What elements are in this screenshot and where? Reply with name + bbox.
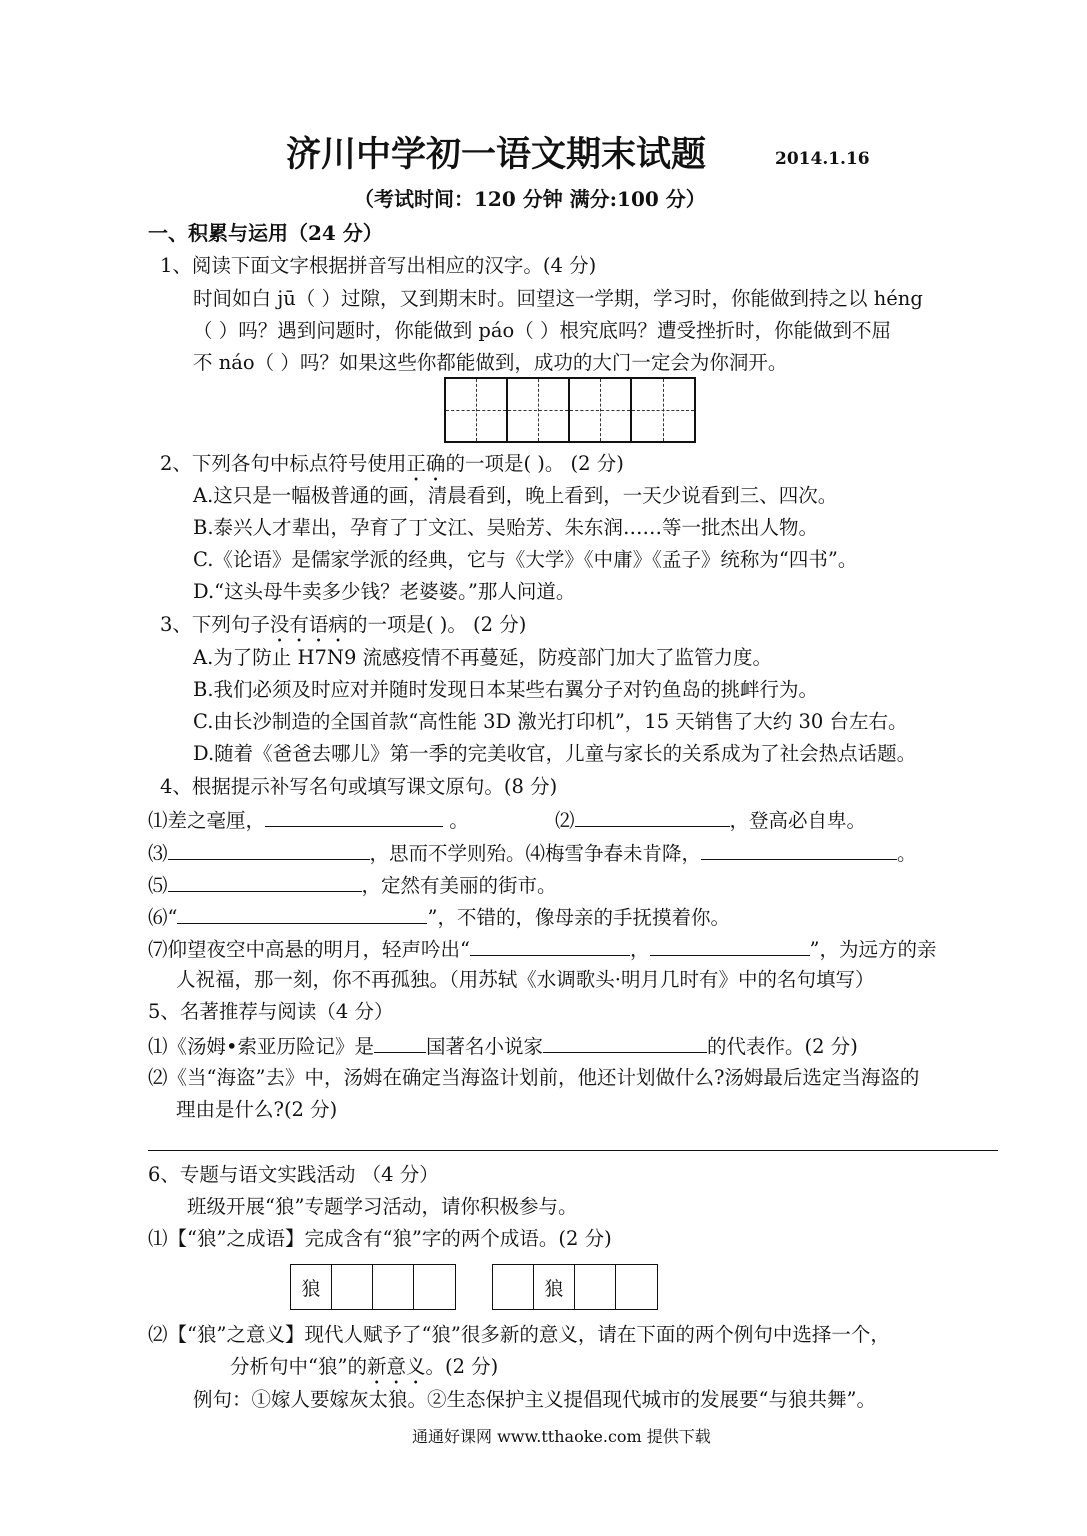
q3-option-c: C.由长沙制造的全国首款“高性能 3D 激光打印机”，15 天销售了大约 30 台左右。 [193,710,908,733]
q6-stem: 6、专题与语文实践活动 （4 分） [148,1163,439,1186]
idiom-box[interactable] [373,1265,414,1309]
exam-subtitle: （考试时间：120 分钟 满分:100 分） [354,187,706,211]
q5-line1: ⑴《汤姆•索亚历险记》是 国著名小说家 的代表作。(2 分) [148,1032,858,1060]
answer-blank[interactable] [470,935,630,956]
emphasis-dotted: 没有语病 [269,613,348,636]
grid-cell[interactable] [508,379,570,441]
answer-blank[interactable] [168,871,362,892]
q4-line6: 人祝福，那一刻，你不再孤独。（用苏轼《水调歌头·明月几时有》中的名句填写） [176,968,875,991]
q3-option-b: B.我们必须及时应对并随时发现日本某些右翼分子对钓鱼岛的挑衅行为。 [193,678,819,701]
section-heading: 一、积累与运用（24 分） [148,221,383,245]
answer-blank[interactable] [701,839,897,860]
answer-line[interactable] [148,1150,998,1151]
q2-option-d: D.“这头母牛卖多少钱？老婆婆。”那人问道。 [193,580,576,603]
page-title: 济川中学初一语文期末试题 [286,134,707,175]
q1-line1: 时间如白 jū（ ）过隙，又到期末时。回望这一学期，学习时，你能做到持之以 héng [193,287,923,310]
q4-line1b: ⑵ ，登高必自卑。 [555,806,866,834]
grid-cell[interactable] [632,379,694,441]
answer-blank[interactable] [168,839,370,860]
q6-example: 例句：①嫁人要嫁灰太狼。②生态保护主义提倡现代城市的发展要“与狼共舞”。 [193,1388,876,1411]
q4-stem: 4、根据提示补写名句或填写课文原句。(8 分) [160,775,558,798]
idiom-box[interactable] [493,1265,534,1309]
q1-line3: 不 náo（ ）吗？如果这些你都能做到，成功的大门一定会为你洞开。 [193,351,788,374]
q3-option-a: A.为了防止 H7N9 流感疫情不再蔓延，防疫部门加大了监管力度。 [193,646,773,669]
q2-option-c: C.《论语》是儒家学派的经典，它与《大学》《中庸》《孟子》统称为“四书”。 [193,548,858,571]
answer-blank[interactable] [650,935,810,956]
idiom-box[interactable] [616,1265,657,1309]
answer-grid[interactable] [444,377,696,443]
q5-line3: 理由是什么?(2 分) [176,1098,338,1121]
grid-cell[interactable] [446,379,508,441]
q5-stem: 5、名著推荐与阅读（4 分） [148,1000,394,1023]
emphasis-dotted: 新意义 [366,1355,426,1378]
page-footer: 通通好课网 www.tthaoke.com 提供下载 [412,1427,711,1446]
q3-stem: 3、下列句子没有语病的一项是( )。 (2 分) [160,613,527,636]
q3-option-d: D.随着《爸爸去哪儿》第一季的完美收官，儿童与家长的关系成为了社会热点话题。 [193,742,917,765]
emphasis-dotted: 正确 [406,452,446,475]
q2-stem: 2、下列各句中标点符号使用正确的一项是( )。 (2 分) [160,452,624,475]
answer-blank[interactable] [177,903,427,924]
idiom-box[interactable] [414,1265,455,1309]
idiom-boxes-2 [492,1264,658,1310]
idiom-box[interactable] [332,1265,373,1309]
grid-cell[interactable] [570,379,632,441]
exam-date: 2014.1.16 [775,149,870,169]
idiom-boxes-1 [290,1264,456,1310]
answer-blank[interactable] [543,1032,707,1053]
answer-blank[interactable] [575,806,730,827]
q4-line5: ⑺仰望夜空中高悬的明月，轻声吟出“ ， ”，为远方的亲 [148,935,936,963]
answer-blank[interactable] [374,1032,426,1053]
idiom-box[interactable] [575,1265,616,1309]
idiom-box[interactable]: 狼 [534,1265,575,1309]
q4-line4: ⑹“ ”，不错的，像母亲的手抚摸着你。 [148,903,730,931]
q6-part2-line2: 分析句中“狼”的新意义。(2 分) [230,1355,499,1378]
q6-part1: ⑴【“狼”之成语】完成含有“狼”字的两个成语。(2 分) [148,1227,612,1250]
q1-line2: （ ）吗？遇到问题时，你能做到 páo（ ）根究底吗？遭受挫折时，你能做到不屈 [193,319,891,342]
q6-part2-line1: ⑵【“狼”之意义】现代人赋予了“狼”很多新的意义，请在下面的两个例句中选择一个， [148,1323,890,1346]
q2-option-a: A.这只是一幅极普通的画，清晨看到，晚上看到，一天少说看到三、四次。 [193,484,838,507]
answer-blank[interactable] [265,806,443,827]
q5-line2: ⑵《当“海盗”去》中，汤姆在确定当海盗计划前，他还计划做什么?汤姆最后选定当海盗的 [148,1066,920,1089]
q4-line1: ⑴差之毫厘， 。 [148,806,469,834]
idiom-box[interactable]: 狼 [291,1265,332,1309]
q4-line3: ⑸ ，定然有美丽的街市。 [148,871,557,899]
q6-intro: 班级开展“狼”专题学习活动，请你积极参与。 [187,1195,578,1218]
q4-line2: ⑶ ，思而不学则殆。⑷梅雪争春未肯降， 。 [148,839,917,867]
q1-stem: 1、阅读下面文字根据拼音写出相应的汉字。(4 分) [160,254,597,277]
q2-option-b: B.泰兴人才辈出，孕育了丁文江、吴贻芳、朱东润……等一批杰出人物。 [193,516,819,539]
